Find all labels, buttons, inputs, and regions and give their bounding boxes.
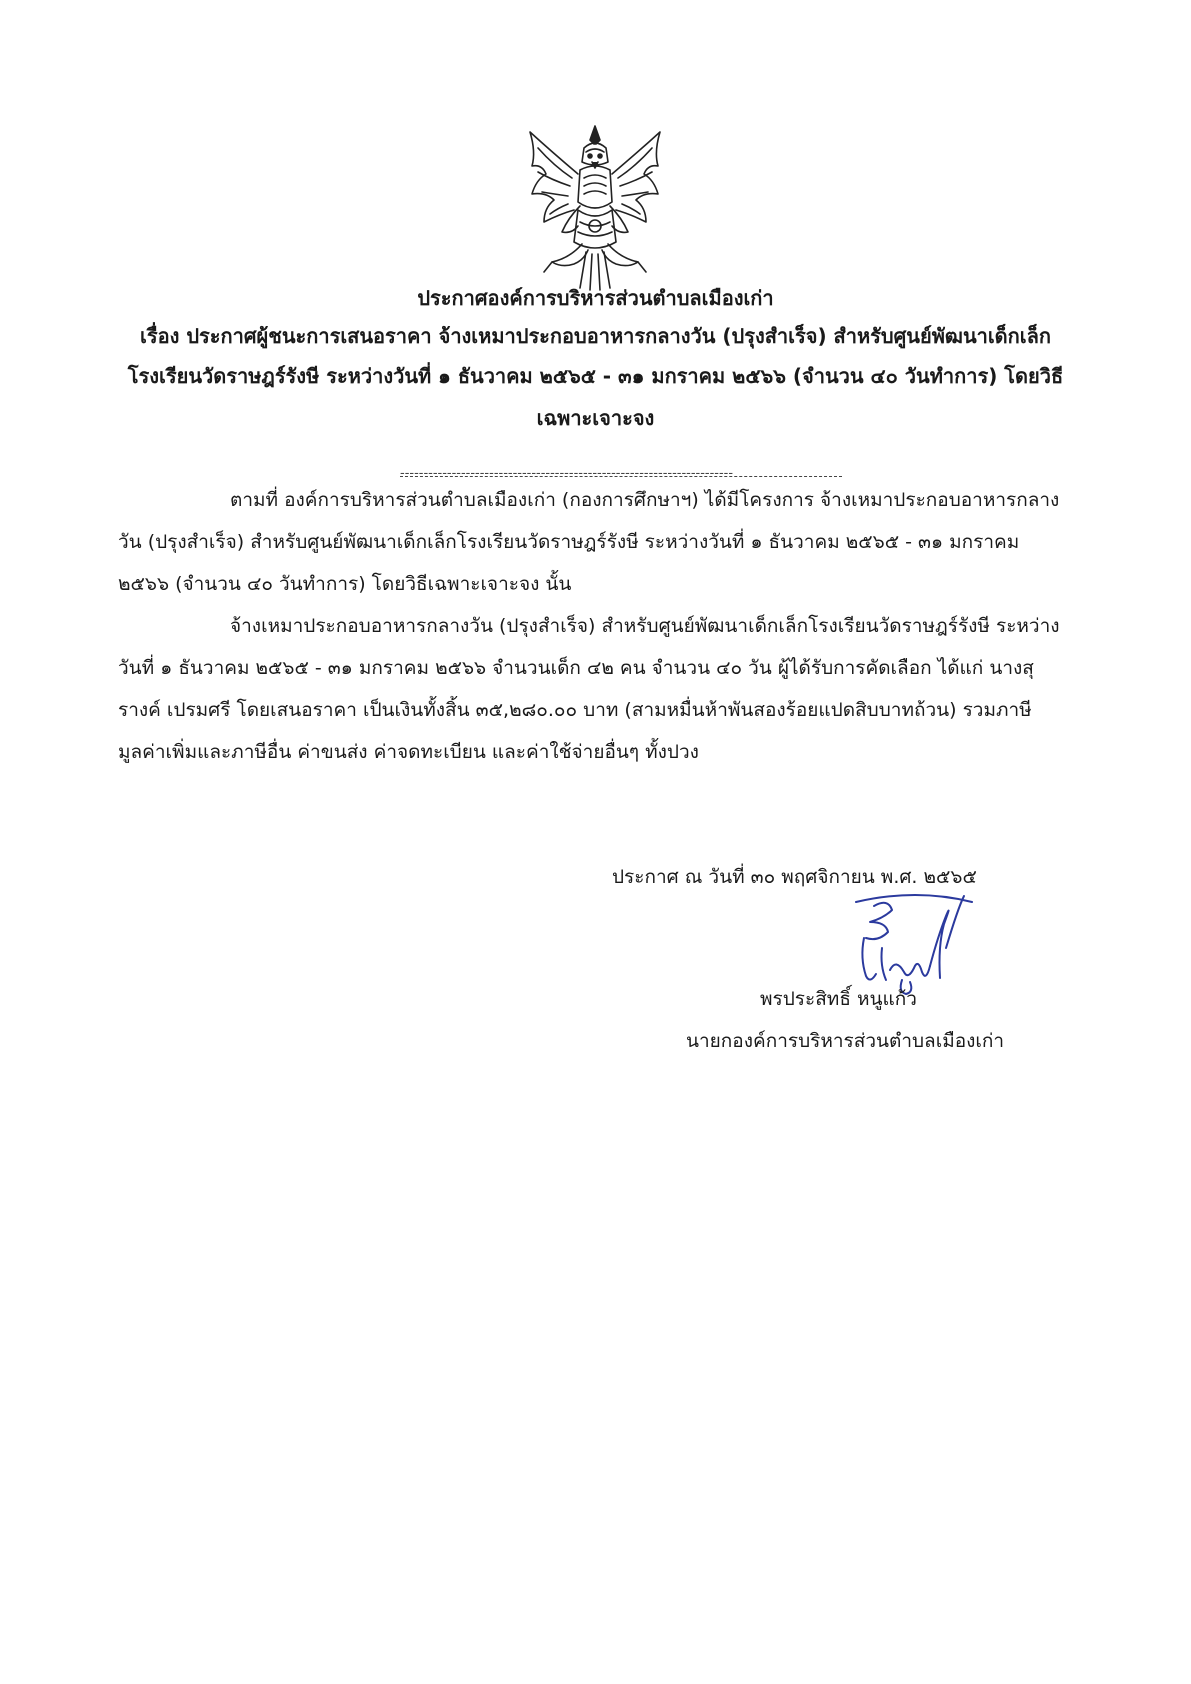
paragraph-2-line-1: จ้างเหมาประกอบอาหารกลางวัน (ปรุงสำเร็จ) สำหรับศูนย์พัฒนาเด็กเล็กโรงเรียนวัดราษฎร์รังษี ระหว่าง <box>230 615 1060 637</box>
garuda-emblem-icon <box>522 122 668 294</box>
subject-line-2: โรงเรียนวัดราษฎร์รังษี ระหว่างวันที่ ๑ ธันวาคม ๒๕๖๕ - ๓๑ มกราคม ๒๕๖๖ (จำนวน ๔๐ วันทำการ) โดยวิธี <box>127 364 1064 388</box>
paragraph-1-line-1: ตามที่ องค์การบริหารส่วนตำบลเมืองเก่า (กองการศึกษาฯ) ได้มีโครงการ จ้างเหมาประกอบอาหารกลาง <box>230 489 1060 511</box>
paragraph-2-line-2: วันที่ ๑ ธันวาคม ๒๕๖๕ - ๓๑ มกราคม ๒๕๖๖ จำนวนเด็ก ๔๒ คน จำนวน ๔๐ วัน ผู้ได้รับการคัดเลือก ได้แก่ นางสุ <box>118 657 1034 679</box>
paragraph-2-line-3: รางค์ เปรมศรี โดยเสนอราคา เป็นเงินทั้งสิ้น ๓๕,๒๘๐.๐๐ บาท (สามหมื่นห้าพันสองร้อยแปดสิบบาทถ้วน) รวมภาษี <box>118 699 1032 721</box>
paragraph-2-line-4: มูลค่าเพิ่มและภาษีอื่น ค่าขนส่ง ค่าจดทะเบียน และค่าใช้จ่ายอื่นๆ ทั้งปวง <box>118 741 699 763</box>
issuer-heading: ประกาศองค์การบริหารส่วนตำบลเมืองเก่า <box>417 286 774 310</box>
subject-line-3: เฉพาะเจาะจง <box>536 406 655 430</box>
signature <box>826 888 976 998</box>
paragraph-1-line-3: ๒๕๖๖ (จำนวน ๔๐ วันทำการ) โดยวิธีเฉพาะเจาะจง นั้น <box>118 573 572 595</box>
paragraph-1-line-2: วัน (ปรุงสำเร็จ) สำหรับศูนย์พัฒนาเด็กเล็กโรงเรียนวัดราษฎร์รังษี ระหว่างวันที่ ๑ ธันวาคม ๒๕๖๕ - ๓๑ มกราคม <box>118 531 1020 553</box>
signer-name: พรประสิทธิ์ หนูแก้ว <box>760 988 917 1010</box>
subject-line-1: เรื่อง ประกาศผู้ชนะการเสนอราคา จ้างเหมาประกอบอาหารกลางวัน (ปรุงสำเร็จ) สำหรับศูนย์พัฒนาเด็กเล็ก <box>140 324 1051 348</box>
signer-position: นายกองค์การบริหารส่วนตำบลเมืองเก่า <box>686 1030 1005 1052</box>
announce-date: ประกาศ ณ วันที่ ๓๐ พฤศจิกายน พ.ศ. ๒๕๖๕ <box>612 866 977 888</box>
divider-text: ----------------------------------------------------------------------- <box>400 466 734 481</box>
